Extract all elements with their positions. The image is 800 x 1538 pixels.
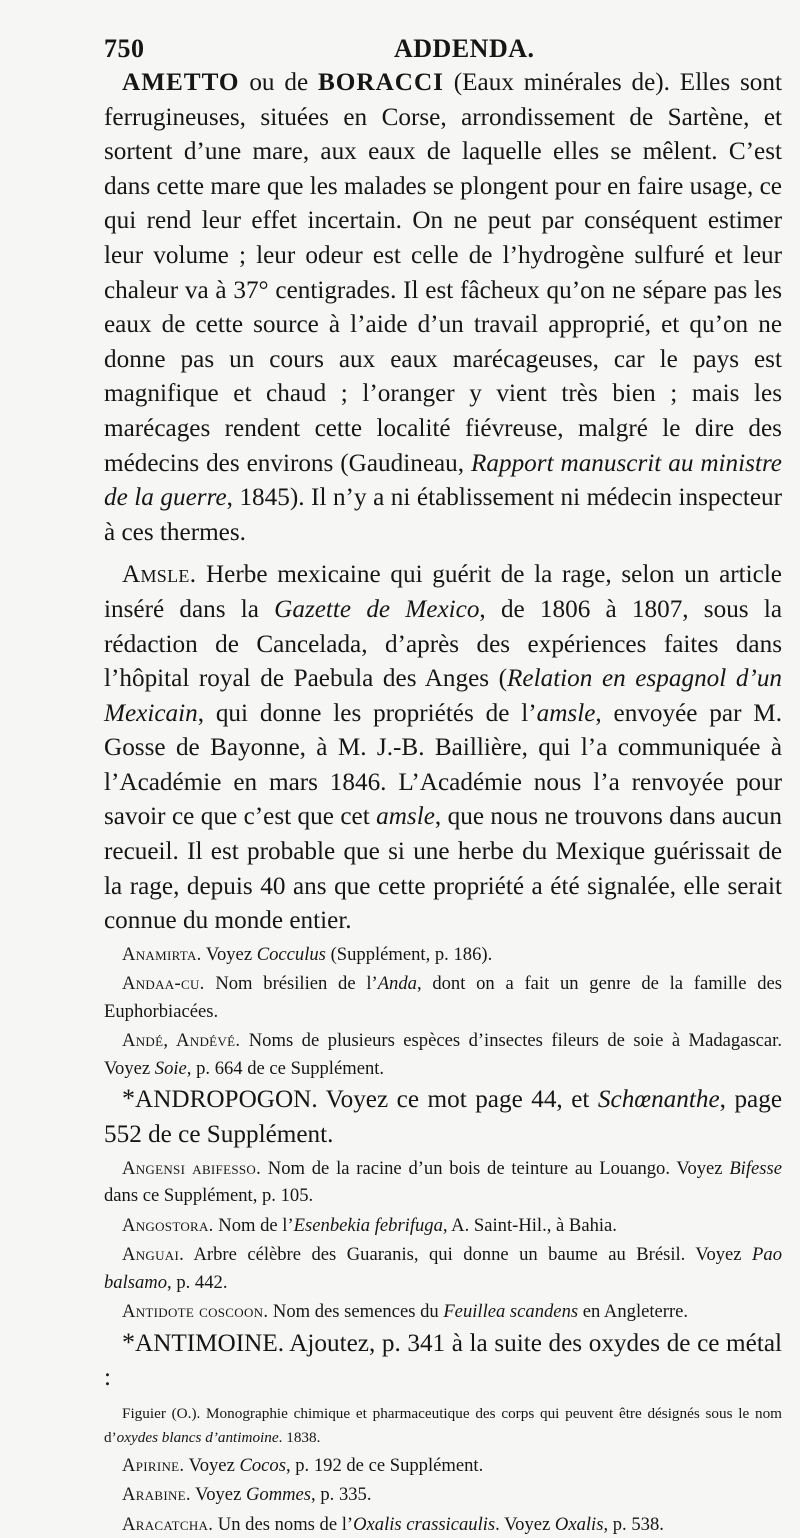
headword: Apirine.	[122, 1454, 185, 1476]
entry-antimoine: *ANTIMOINE. Ajoutez, p. 341 à la suite des oxydes de ce métal :	[104, 1327, 782, 1392]
entry-apirine: Apirine. Voyez Cocos, p. 192 de ce Supplément.	[122, 1454, 484, 1476]
entry-angensi: Angensi abifesso. Nom de la racine d’un bois de teinture au Louango. Voyez Bifesse dans ce Supplément, p. 105.	[104, 1157, 782, 1207]
headword: Aracatcha.	[122, 1513, 214, 1535]
headword: Anamirta.	[122, 943, 202, 965]
entry-anamirta: Anamirta. Voyez Cocculus (Supplément, p. 186).	[122, 943, 493, 965]
headword: Angostora.	[122, 1214, 214, 1236]
page-header	[104, 30, 782, 66]
headword: ANDROPOGON.	[135, 1086, 318, 1114]
headword: Angensi abifesso.	[122, 1157, 262, 1179]
headword: Antidote coscoon.	[122, 1301, 269, 1323]
entry-ande: Andé, Andévé. Noms de plusieurs espèces d’insectes fileurs de soie à Madagascar. Voyez Soie, p. 664 de ce Supplément.	[104, 1030, 782, 1079]
entry-arabine: Arabine. Voyez Gommes, p. 335.	[122, 1484, 372, 1506]
headword: Arabine.	[122, 1484, 191, 1506]
headword: Amsle.	[122, 561, 197, 589]
entry-andaa-cu: Andaa-cu. Nom brésilien de l’Anda, dont on a fait un genre de la famille des Euphorbiacées.	[104, 973, 782, 1022]
headword: Andé, Andévé.	[122, 1030, 241, 1052]
page-number: 750	[104, 34, 145, 63]
headword: BORACCI	[317, 69, 444, 96]
entry-andropogon: *ANDROPOGON. Voyez ce mot page 44, et Schœnanthe, page 552 de ce Supplément.	[104, 1084, 782, 1148]
entry-angostora: Angostora. Nom de l’Esenbekia febrifuga, A. Saint-Hil., à Bahia.	[122, 1214, 617, 1236]
headword: ANTIMOINE.	[135, 1329, 284, 1357]
running-title: ADDENDA.	[394, 34, 535, 63]
entry-aracatcha: Aracatcha. Un des noms de l’Oxalis crassicaulis. Voyez Oxalis, p. 538.	[122, 1513, 664, 1535]
entry-antidote-coscoon: Antidote coscoon. Nom des semences du Feuillea scandens en Angleterre.	[122, 1301, 689, 1323]
entry-ametto: AMETTO ou de BORACCI (Eaux minérales de). Elles sont ferrugineuses, situées en Corse, arrondissement de Sartène, et sortent d’une mare, aux eaux de laquelle elles se mêlent. C’est dans cette mare que les malades se plongent pour en faire usage, ce qui rend leur effet incertain. On ne peut par conséquent estimer leur volume ; leur odeur est celle de l’hydrogène sulfuré et leur chaleur va à 37° centigrades. Il est fâcheux qu’on ne sépare pas les eaux de cette source à l’aide d’un travail approprié, et qu’on ne donne pas un cours aux eaux marécageuses, car le pays est magnifique et chaud ; l’oranger y vient très bien ; mais les marécages rendent cette localité fiévreuse, malgré le dire des médecins des environs (Gaudineau, Rapport manuscrit au ministre de la guerre, 1845). Il n’y a ni établissement ni médecin inspecteur à ces thermes.	[104, 69, 782, 546]
entry-amsle: Amsle. Herbe mexicaine qui guérit de la rage, selon un article inséré dans la Gazette de Mexico, de 1806 à 1807, sous la rédaction de Cancelada, d’après des expériences faites dans l’hôpital royal de Paebula des Anges (Relation en espagnol d’un Mexicain, qui donne les propriétés de l’amsle, envoyée par M. Gosse de Bayonne, à M. J.-B. Baillière, qui l’a communiquée à l’Académie en mars 1846. L’Académie nous l’a renvoyée pour savoir ce que c’est que cet amsle, que nous ne trouvons dans aucun recueil. Il est probable que si une herbe du Mexique guérissait de la rage, depuis 40 ans que cette propriété a été signalée, elle serait connue du monde entier.	[104, 561, 783, 935]
bibliography-figuier: Figuier (O.). Monographie chimique et pharmaceutique des corps qui peuvent être désignés sous le nom d’oxydes blancs d’antimoine. 1838.	[104, 1404, 782, 1446]
entry-anguai: Anguai. Arbre célèbre des Guaranis, qui donne un baume au Brésil. Voyez Pao balsamo, p. 442.	[104, 1244, 782, 1293]
headword: Andaa-cu.	[122, 973, 205, 995]
headword: AMETTO	[122, 69, 240, 96]
headword: Anguai.	[122, 1244, 185, 1266]
